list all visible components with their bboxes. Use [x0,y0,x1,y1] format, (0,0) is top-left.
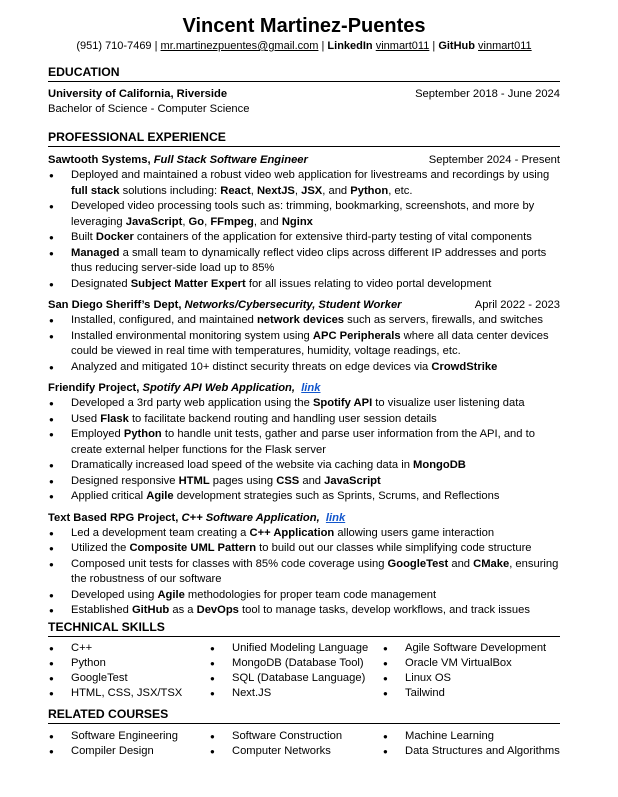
skill-item: ● Tailwind [382,686,560,701]
job-role: Full Stack Software Engineer [153,154,308,166]
skills-heading: TECHNICAL SKILLS [48,620,560,637]
bullet-item: ● Established GitHub as a DevOps tool to manage tasks, develop workflows, and track issues [48,603,560,619]
experience-entry [48,511,560,619]
skill-item: ● Linux OS [382,671,560,686]
organization-name: Text Based RPG Project, [48,511,182,524]
courses-heading: RELATED COURSES [48,707,560,724]
email-link[interactable]: mr.martinezpuentes@gmail.com [160,40,319,52]
experience-bullets [48,526,560,619]
experience-dates: April 2022 - 2023 [474,299,560,311]
bullet-item: ● Analyzed and mitigated 10+ distinct security threats on edge devices via CrowdStrike [48,360,560,376]
bullet-item: ● Developed using Agile methodologies for proper team code management [48,588,560,604]
skill-item: ● GoogleTest [48,671,209,686]
experience-header [48,153,560,168]
skill-item: ● Python [48,656,209,671]
organization-name: Friendify Project, [48,382,143,394]
project-link[interactable]: link [301,382,321,394]
experience-bullets [48,168,560,292]
skill-item: ● Unified Modeling Language [209,641,382,656]
skill-item: ● Next.JS [209,686,382,701]
school-name: University of California, Riverside [48,88,228,100]
bullet-item: ● Designated Subject Matter Expert for all issues relating to video portal development [48,277,560,293]
github-label: GitHub [438,40,475,52]
bullet-item: ● Managed a small team to dynamically reflect video clips across different IP addresses and ports thus reducing server-side load up to 85% [48,246,560,277]
experience-header [48,381,560,396]
linkedin-label: LinkedIn [327,40,373,52]
course-item: ● Software Construction [209,729,382,744]
phone-number: (951) 710-7469 [76,40,152,52]
bullet-item: ● Designed responsive HTML pages using CSS and JavaScript [48,474,560,490]
bullet-item: ● Dramatically increased load speed of the website via caching data in MongoDB [48,458,560,474]
bullet-item: ● Composed unit tests for classes with 85% code coverage using GoogleTest and CMake, ensuring the robustness of our software [48,557,560,588]
bullet-item: ● Utilized the Composite UML Pattern to build out our classes while simplifying code structure [48,541,560,557]
contact-line: (951) 710-7469 | mr.martinezpuentes@gmail.com | LinkedIn vinmart011 | GitHub vinmart011 [76,40,532,52]
experience-list [48,153,560,619]
experience-title [48,298,402,313]
skill-item: ● Oracle VM VirtualBox [382,656,560,671]
experience-header [48,511,560,526]
experience-title [48,153,308,168]
experience-heading: PROFESSIONAL EXPERIENCE [48,130,560,147]
organization-name: San Diego Sheriff’s Dept, [48,299,185,311]
project-link[interactable]: link [325,511,346,524]
job-role: Spotify API Web Application, [142,382,295,394]
experience-dates: September 2024 - Present [428,154,560,166]
experience-bullets [48,396,560,505]
bullet-item: ● Deployed and maintained a robust video web application for livestreams and recordings by using full stack solutions including: React, NextJS, JSX, and Python, etc. [48,168,560,199]
experience-entry [48,153,560,292]
experience-header [48,298,560,313]
course-item: ● Machine Learning [382,729,560,744]
degree: Bachelor of Science - Computer Science [48,103,250,115]
github-link[interactable]: vinmart011 [478,40,532,52]
job-role: Networks/Cybersecurity, Student Worker [184,299,402,311]
course-item: ● Software Engineering [48,729,209,744]
education-dates: September 2018 - June 2024 [415,88,560,100]
course-item: ● Compiler Design [48,744,209,759]
skill-item: ● SQL (Database Language) [209,671,382,686]
course-item: ● Data Structures and Algorithms [382,744,560,759]
experience-entry [48,381,560,505]
resume-page [48,14,560,759]
job-role: C++ Software Application, [181,511,320,524]
skill-item: ● C++ [48,641,209,656]
bullet-item: ● Applied critical Agile development strategies such as Sprints, Scrums, and Reflections [48,489,560,505]
course-item: ● Computer Networks [209,744,382,759]
education-heading: EDUCATION [48,65,560,82]
skill-item: ● MongoDB (Database Tool) [209,656,382,671]
bullet-item: ● Installed, configured, and maintained network devices such as servers, firewalls, and switches [48,313,560,329]
bullet-item: ● Developed video processing tools such as: trimming, bookmarking, screenshots, and more by leveraging JavaScript, Go, FFmpeg, and Nginx [48,199,560,230]
education-row [48,87,560,102]
bullet-item: ● Led a development team creating a C++ Application allowing users game interaction [48,526,560,542]
bullet-item: ● Used Flask to facilitate backend routing and handling user session details [48,412,560,428]
skill-item: ● Agile Software Development [382,641,560,656]
experience-title [48,381,320,396]
skill-item: ● HTML, CSS, JSX/TSX [48,686,209,701]
experience-bullets [48,313,560,375]
bullet-item: ● Built Docker containers of the application for extensive third-party testing of vital components [48,230,560,246]
courses-list [48,729,560,759]
bullet-item: ● Developed a 3rd party web application using the Spotify API to visualize user listening data [48,396,560,412]
bullet-item: ● Employed Python to handle unit tests, gather and parse user information from the API, and to create external helper functions for the Flask server [48,427,560,458]
linkedin-link[interactable]: vinmart011 [375,40,430,52]
experience-title [48,511,345,526]
experience-entry [48,298,560,375]
organization-name: Sawtooth Systems, [48,154,154,166]
bullet-item: ● Installed environmental monitoring system using APC Peripherals where all data center devices could be viewed in real time with temperatures, humidity, voltage readings, etc. [48,329,560,360]
candidate-name: Vincent Martinez-Puentes [182,15,426,37]
skills-list [48,641,560,701]
